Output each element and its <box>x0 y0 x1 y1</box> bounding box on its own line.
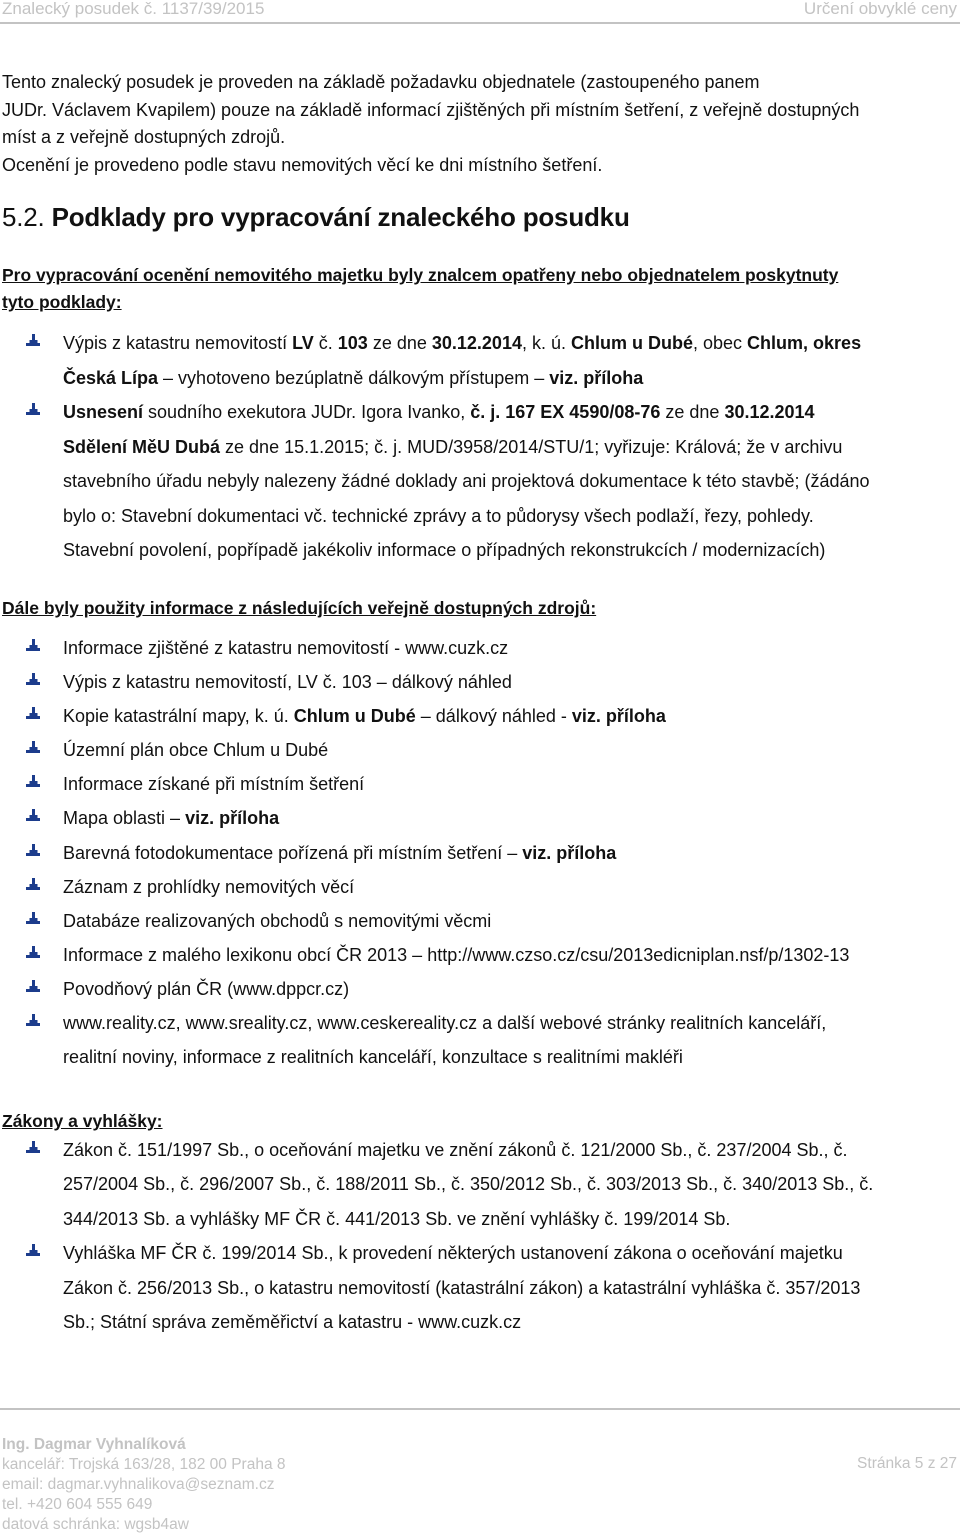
text-fragment: Barevná fotodokumentace pořízená při místním šetření – <box>63 842 523 863</box>
text-fragment: 30.12.2014 <box>431 333 522 353</box>
text-fragment: 103 <box>337 333 368 353</box>
list-item <box>0 430 960 568</box>
list-item-line: Zákon č. 151/1997 Sb., o oceňování majetku ve znění zákonů č. 121/2000 Sb., č. 237/2004 Sb., č. <box>63 1140 848 1160</box>
list-item-line <box>63 699 960 733</box>
list-item <box>0 631 960 665</box>
blue-list-bullet-icon <box>26 673 40 687</box>
text-fragment: Sdělení MěU Dubá <box>63 436 221 457</box>
header-document-number: Znalecký posudek č. 1137/39/2015 <box>2 0 265 18</box>
laws-heading: Zákony a vyhlášky: <box>2 1111 163 1131</box>
list-item <box>0 395 960 430</box>
list-item <box>0 972 960 1006</box>
sources-heading: Dále byly použity informace z následujících veřejně dostupných zdrojů: <box>2 598 597 618</box>
list-item <box>0 733 960 767</box>
text-fragment: LV <box>292 333 314 353</box>
list-item-line: Sb.; Státní správa zeměměřictví a katastru - www.cuzk.cz <box>63 1312 522 1333</box>
list-item-line <box>63 326 960 361</box>
blue-list-bullet-icon <box>26 707 40 721</box>
page-footer <box>0 1408 960 1531</box>
text-fragment: viz. příloha <box>549 367 644 388</box>
laws-list <box>0 1133 960 1339</box>
podklady-list <box>0 326 960 568</box>
list-item <box>0 1006 960 1074</box>
data-box-id: datová schránka: wgsb4aw <box>2 1516 189 1533</box>
podklady-heading <box>2 262 958 316</box>
email-address: email: dagmar.vyhnalikova@seznam.cz <box>2 1476 275 1493</box>
text-fragment: Chlum u Dubé <box>571 333 693 353</box>
blue-list-bullet-icon <box>26 809 40 823</box>
list-item <box>0 1271 960 1340</box>
intro-line: JUDr. Václavem Kvapilem) pouze na základě informací zjištěných při místním šetření, z veřejně dostupných <box>2 99 860 120</box>
blue-list-bullet-icon <box>26 912 40 926</box>
list-item-line: 257/2004 Sb., č. 296/2007 Sb., č. 188/2011 Sb., č. 350/2012 Sb., č. 303/2013 Sb., č. 340/2013 Sb., č. <box>63 1174 874 1195</box>
office-address: kancelář: Trojská 163/28, 182 00 Praha 8 <box>2 1456 286 1473</box>
list-item <box>0 904 960 938</box>
sources-list <box>0 631 960 1074</box>
list-item-line: Databáze realizovaných obchodů s nemovitými věcmi <box>63 910 492 931</box>
list-item-line <box>63 361 960 396</box>
list-item <box>0 699 960 733</box>
text-fragment: viz. příloha <box>522 842 617 863</box>
list-item-line: www.reality.cz, www.sreality.cz, www.ceskereality.cz a další webové stránky realitních kanceláří, <box>63 1013 827 1034</box>
list-item <box>0 870 960 904</box>
list-item-line: Informace zjištěné z katastru nemovitostí - www.cuzk.cz <box>63 638 509 658</box>
list-item-line: Informace z malého lexikonu obcí ČR 2013 – http://www.czso.cz/csu/2013edicniplan.nsf/p/1302-13 <box>63 944 850 965</box>
phone-number: tel. +420 604 555 649 <box>2 1496 153 1513</box>
text-fragment: Chlum u Dubé <box>293 706 416 727</box>
text-fragment: č. <box>313 333 338 353</box>
header-document-type: Určení obvyklé ceny <box>803 0 957 18</box>
intro-paragraph <box>2 69 958 179</box>
blue-list-bullet-icon <box>26 1141 40 1155</box>
section-heading <box>2 202 630 233</box>
text-fragment: , k. ú. <box>521 333 571 353</box>
list-item-line: stavebního úřadu nebyly nalezeny žádné doklady ani projektová dokumentace k této stavbě; (žádáno <box>63 471 870 491</box>
blue-list-bullet-icon <box>26 403 40 417</box>
section-number: 5.2. <box>2 202 45 232</box>
list-item <box>0 801 960 835</box>
list-item-line: bylo o: Stavební dokumentaci vč. technické zprávy a to půdorysy všech podlaží, řezy, pohledy. <box>63 505 814 526</box>
text-fragment: soudního exekutora JUDr. Igora Ivanko, <box>143 402 471 422</box>
podklady-heading-line: Pro vypracování ocenění nemovitého majetku byly znalcem opatřeny nebo objednatelem poskytnuty <box>2 265 839 285</box>
intro-line: míst a z veřejně dostupných zdrojů. <box>2 127 286 147</box>
text-fragment: Mapa oblasti – <box>63 808 186 829</box>
blue-list-bullet-icon <box>26 741 40 755</box>
list-item <box>0 1133 960 1236</box>
text-fragment: , obec <box>693 333 748 353</box>
text-fragment: Výpis z katastru nemovitostí <box>63 333 293 353</box>
list-item-line: Výpis z katastru nemovitostí, LV č. 103 – dálkový náhled <box>63 672 512 693</box>
blue-list-bullet-icon <box>26 1014 40 1028</box>
header-rule <box>0 22 960 24</box>
footer-rule <box>0 1408 960 1410</box>
page-header <box>0 0 960 24</box>
blue-list-bullet-icon <box>26 775 40 789</box>
list-item-line: Zákon č. 256/2013 Sb., o katastru nemovitostí (katastrální zákon) a katastrální vyhláška č. 357/2013 <box>63 1277 861 1298</box>
text-fragment: ze dne <box>367 333 432 353</box>
text-fragment: Česká Lípa <box>63 367 159 388</box>
list-item-line: Územní plán obce Chlum u Dubé <box>63 740 329 761</box>
blue-list-bullet-icon <box>26 1244 40 1258</box>
text-fragment: ze dne 15.1.2015; č. j. MUD/3958/2014/STU/1; vyřizuje: Králová; že v archivu <box>220 436 843 457</box>
text-fragment: ze dne <box>660 402 725 422</box>
blue-list-bullet-icon <box>26 946 40 960</box>
text-fragment: 30.12.2014 <box>724 402 815 422</box>
list-item-line: realitní noviny, informace z realitních kanceláří, konzultace s realitními makléři <box>63 1047 683 1068</box>
text-fragment: viz. příloha <box>185 808 280 829</box>
list-item-line: Záznam z prohlídky nemovitých věcí <box>63 876 355 897</box>
list-item-line <box>63 395 960 430</box>
text-fragment: č. j. 167 EX 4590/08-76 <box>470 402 661 422</box>
text-fragment: – dálkový náhled - <box>415 706 572 727</box>
podklady-heading-line: tyto podklady: <box>2 292 122 312</box>
list-item-line: Povodňový plán ČR (www.dppcr.cz) <box>63 978 350 999</box>
text-fragment: Chlum, okres <box>747 333 862 353</box>
text-fragment: Usnesení <box>63 402 144 422</box>
list-item <box>0 665 960 699</box>
blue-list-bullet-icon <box>26 639 40 653</box>
list-item-line: Stavební povolení, popřípadě jakékoliv informace o případných rekonstrukcích / modernizacích) <box>63 540 826 560</box>
text-fragment: – vyhotoveno bezúplatně dálkovým přístupem – <box>158 367 550 388</box>
footer-contact <box>2 1435 286 1535</box>
list-item <box>0 938 960 972</box>
list-item-line <box>63 836 960 870</box>
section-title: Podklady pro vypracování znaleckého posudku <box>51 202 630 232</box>
expert-name: Ing. Dagmar Vyhnalíková <box>2 1436 186 1453</box>
blue-list-bullet-icon <box>26 334 40 348</box>
text-fragment: viz. příloha <box>571 706 666 727</box>
text-fragment: Kopie katastrální mapy, k. ú. <box>63 706 294 727</box>
list-item <box>0 326 960 395</box>
list-item <box>0 836 960 870</box>
list-item <box>0 1236 960 1270</box>
intro-line: Ocenění je provedeno podle stavu nemovitých věcí ke dni místního šetření. <box>2 154 603 175</box>
blue-list-bullet-icon <box>26 980 40 994</box>
list-item <box>0 767 960 801</box>
blue-list-bullet-icon <box>26 878 40 892</box>
page-number: Stránka 5 z 27 <box>857 1455 957 1472</box>
intro-line: Tento znalecký posudek je proveden na základě požadavku objednatele (zastoupeného panem <box>2 72 760 92</box>
list-item-line: Vyhláška MF ČR č. 199/2014 Sb., k provedení některých ustanovení zákona o oceňování majetku <box>63 1243 843 1264</box>
list-item-line <box>63 801 960 835</box>
blue-list-bullet-icon <box>26 844 40 858</box>
list-item-line <box>63 430 960 465</box>
list-item-line: 344/2013 Sb. a vyhlášky MF ČR č. 441/2013 Sb. ve znění vyhlášky č. 199/2014 Sb. <box>63 1208 731 1229</box>
list-item-line: Informace získané při místním šetření <box>63 774 365 795</box>
